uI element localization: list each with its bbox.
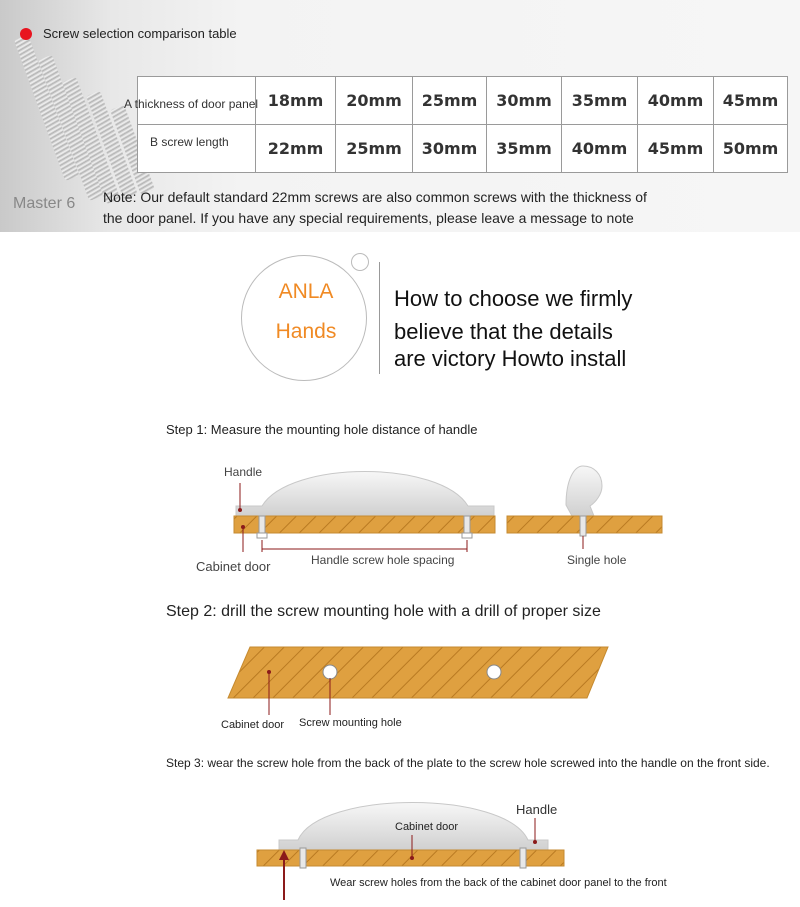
leader-dot <box>267 670 271 674</box>
note-line: Note: Our default standard 22mm screws are also common screws with the thickness of <box>103 189 647 205</box>
cabinet-door-board <box>234 516 495 533</box>
table-cell: 50mm <box>714 125 788 173</box>
table-cell: 40mm <box>562 125 638 173</box>
step2-title: Step 2: drill the screw mounting hole with a drill of proper size <box>166 603 601 620</box>
screw-head <box>257 533 267 538</box>
row-b-label: B screw length <box>150 135 229 149</box>
table-cell: 25mm <box>336 125 413 173</box>
leader-dot <box>241 525 245 529</box>
table-cell: 35mm <box>562 77 638 125</box>
cabinet-door-label: Cabinet door <box>395 821 458 833</box>
screw-head <box>462 533 472 538</box>
leader-dot <box>533 840 537 844</box>
step3-title: Step 3: wear the screw hole from the back of the plate to the screw hole screwed into the handle on the front side. <box>166 756 770 770</box>
table-cell: 45mm <box>714 77 788 125</box>
table-cell: 30mm <box>413 125 487 173</box>
handle-label: Handle <box>224 465 263 479</box>
table-cell: 18mm <box>256 77 336 125</box>
slogan-line: believe that the details <box>394 319 613 344</box>
hole-label: Screw mounting hole <box>299 717 402 729</box>
screw-shape <box>520 848 526 868</box>
table-cell: 25mm <box>413 77 487 125</box>
brand-name-line2: Hands <box>275 320 337 343</box>
table-cell: 45mm <box>638 125 714 173</box>
brand-name: ANLA <box>278 280 334 303</box>
screw-shape <box>300 848 306 868</box>
row-a-label: A thickness of door panel <box>124 97 259 111</box>
drilled-board <box>228 647 608 698</box>
step3-caption: Wear screw holes from the back of the cabinet door panel to the front <box>330 877 667 889</box>
knob-shape <box>566 466 602 516</box>
leader-dot <box>238 508 242 512</box>
table-cell: 35mm <box>487 125 562 173</box>
single-hole-label: Single hole <box>567 553 627 567</box>
table-title: Screw selection comparison table <box>43 26 237 41</box>
note-line: the door panel. If you have any special requirements, please leave a message to note <box>103 210 634 226</box>
cabinet-door-label: Cabinet door <box>221 719 284 731</box>
handle-label: Handle <box>516 802 558 817</box>
drill-hole <box>487 665 501 679</box>
slogan-line: are victory Howto install <box>394 346 627 371</box>
cabinet-door-label: Cabinet door <box>196 559 271 574</box>
handle-shape <box>236 472 494 517</box>
screw-shape <box>580 516 586 536</box>
table-cell: 40mm <box>638 77 714 125</box>
watermark-text: Master 6 <box>13 195 76 212</box>
table-cell: 20mm <box>336 77 413 125</box>
spacing-label: Handle screw hole spacing <box>311 553 455 567</box>
drill-hole <box>323 665 337 679</box>
slogan-line: How to choose we firmly <box>394 286 633 311</box>
table-cell: 22mm <box>256 125 336 173</box>
table-cell: 30mm <box>487 77 562 125</box>
step1-title: Step 1: Measure the mounting hole distance of handle <box>166 422 478 437</box>
leader-dot <box>410 856 414 860</box>
